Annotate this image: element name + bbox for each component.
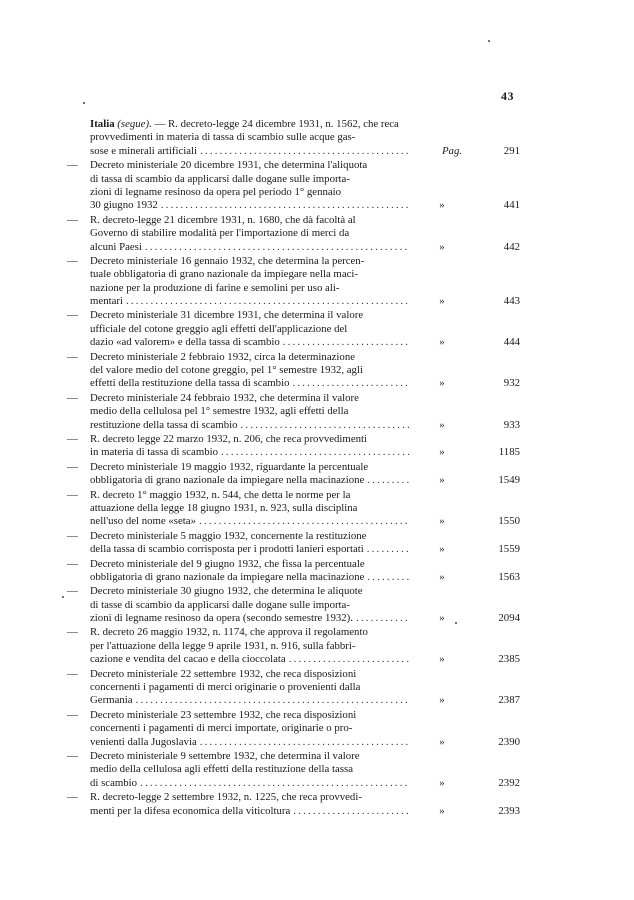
entry-text: Decreto ministeriale 30 giugno 1932, che determina le aliquote — [90, 585, 363, 598]
ditto-mark: » — [439, 418, 445, 431]
page-ref: 932 — [503, 377, 520, 390]
entry-line — [60, 392, 520, 405]
entry-text: della tassa di scambio corrisposta per i prodotti lanieri esportati — [90, 543, 364, 556]
entry-line — [60, 681, 520, 694]
entry-dash: — — [67, 557, 78, 570]
entry-line — [60, 364, 520, 377]
entry-line — [60, 199, 520, 212]
entry-text: zioni di legname resinoso da opera pel periodo 1° gennaio — [90, 185, 342, 198]
entry-dash: — — [67, 585, 78, 598]
entry-text: Decreto ministeriale 20 dicembre 1931, che determina l'aliquota — [90, 159, 368, 172]
entry-line — [60, 709, 520, 722]
dot-leader — [136, 694, 410, 707]
entry-text: concernenti i pagamenti di merci importate, originarie o pro- — [90, 722, 353, 735]
entry-text: obbligatoria di grano nazionale da impiegare nella macinazione — [90, 570, 365, 583]
entry-text: Decreto ministeriale 5 maggio 1932, concernente la restituzione — [90, 529, 367, 542]
ditto-mark: » — [439, 570, 445, 583]
entry-dash: — — [67, 460, 78, 473]
entry-line — [60, 791, 520, 804]
heading-word: Italia — [90, 118, 115, 130]
ditto-mark: » — [439, 336, 445, 349]
page-ref: 1185 — [498, 446, 520, 459]
ditto-mark: » — [439, 612, 445, 625]
entry-line — [60, 543, 520, 556]
index-entry — [60, 558, 520, 585]
entry-dash: — — [67, 749, 78, 762]
entry-text: Governo di stabilire modalità per l'importazione di merci da — [90, 227, 350, 240]
page-ref-label: Pag. — [441, 144, 463, 157]
entry-line — [60, 461, 520, 474]
entry-line — [60, 323, 520, 336]
entry-dash: — — [67, 432, 78, 445]
entry-line — [60, 377, 520, 390]
entry-dash: — — [67, 488, 78, 501]
page-number: 43 — [501, 89, 514, 103]
ditto-mark: » — [439, 804, 445, 817]
page-ref: 2392 — [498, 776, 520, 789]
entry-text: menti per la difesa economica della viticoltura — [90, 804, 291, 817]
index-entry — [60, 530, 520, 557]
index-entry — [60, 255, 520, 309]
entry-line — [60, 145, 520, 158]
entry-text: Decreto ministeriale 31 dicembre 1931, che determina il valore — [90, 309, 364, 322]
entry-text: venienti dalla Jugoslavia — [90, 735, 197, 748]
dot-leader — [241, 419, 410, 432]
ditto-mark: » — [439, 295, 445, 308]
entry-text: cazione e vendita del cacao e della cioccolata — [90, 653, 286, 666]
entry-line — [60, 255, 520, 268]
entry-dash: — — [67, 626, 78, 639]
entry-dash: — — [67, 309, 78, 322]
entry-dash: — — [67, 708, 78, 721]
entry-text: ufficiale del cotone greggio agli effetti dell'applicazione del — [90, 322, 348, 335]
index-list — [60, 118, 520, 818]
entry-text: Decreto ministeriale 19 maggio 1932, riguardante la percentuale — [90, 460, 369, 473]
entry-line — [60, 750, 520, 763]
entry-text: Decreto ministeriale 24 febbraio 1932, che determina il valore — [90, 391, 359, 404]
page-ref: 441 — [503, 199, 520, 212]
entry-line — [60, 214, 520, 227]
entry-line — [60, 612, 520, 625]
entry-text: concernenti i pagamenti di merci originarie o provenienti dalla — [90, 681, 361, 694]
index-entry — [60, 709, 520, 749]
entry-text: obbligatoria di grano nazionale da impiegare nella macinazione — [90, 474, 365, 487]
entry-text: Decreto ministeriale del 9 giugno 1932, che fissa la percentuale — [90, 557, 365, 570]
page-ref: 2393 — [498, 804, 520, 817]
ditto-mark: » — [439, 474, 445, 487]
index-entry — [60, 392, 520, 432]
entry-line — [60, 446, 520, 459]
heading-segue: (segue). — [117, 118, 152, 130]
entry-line — [60, 419, 520, 432]
entry-text: Decreto ministeriale 16 gennaio 1932, che determina la percen- — [90, 254, 365, 267]
index-entry — [60, 214, 520, 254]
entry-text: medio della cellulosa pel 1° semestre 1932, agli effetti della — [90, 405, 349, 418]
index-entry — [60, 668, 520, 708]
index-entry — [60, 351, 520, 391]
page-ref: 2390 — [498, 735, 520, 748]
entry-text: R. decreto-legge 21 dicembre 1931, n. 1680, che dà facoltà al — [90, 213, 356, 226]
ditto-mark: » — [439, 694, 445, 707]
entry-text: per l'attuazione della legge 9 aprile 1931, n. 916, sulla fabbri- — [90, 639, 356, 652]
entry-text: Decreto ministeriale 9 settembre 1932, che determina il valore — [90, 749, 360, 762]
dot-leader — [200, 736, 410, 749]
entry-text: del valore medio del cotone greggio, pel 1° semestre 1932, agli — [90, 364, 363, 377]
ditto-mark: » — [439, 515, 445, 528]
entry-line — [60, 694, 520, 707]
page-ref: 1550 — [498, 515, 520, 528]
entry-line — [60, 668, 520, 681]
entry-dash: — — [67, 254, 78, 267]
paper-speck — [455, 622, 457, 624]
entry-text: restituzione della tassa di scambio — [90, 418, 238, 431]
entry-text: in materia di tassa di scambio — [90, 446, 219, 459]
entry-text: effetti della restituzione della tassa di scambio — [90, 377, 290, 390]
dot-leader — [221, 446, 410, 459]
entry-line — [60, 131, 520, 144]
dot-leader — [200, 145, 410, 158]
index-entry — [60, 585, 520, 625]
dot-leader — [283, 336, 410, 349]
entry-line — [60, 571, 520, 584]
entry-text: alcuni Paesi — [90, 240, 142, 253]
entry-dash: — — [67, 667, 78, 680]
entry-line — [60, 159, 520, 172]
dot-leader — [367, 474, 410, 487]
entry-text: Decreto ministeriale 22 settembre 1932, che reca disposizioni — [90, 667, 357, 680]
entry-dash: — — [67, 791, 78, 804]
entry-line — [60, 295, 520, 308]
index-entry — [60, 791, 520, 818]
entry-line — [60, 763, 520, 776]
entry-text: nell'uso del nome «seta» — [90, 515, 196, 528]
index-entry — [60, 750, 520, 790]
dot-leader — [367, 571, 410, 584]
entry-text: sose e minerali artificiali — [90, 144, 198, 157]
index-entry — [60, 309, 520, 349]
entry-line — [60, 777, 520, 790]
entry-text: attuazione della legge 18 giugno 1931, n. 923, sulla disciplina — [90, 501, 358, 514]
ditto-mark: » — [439, 776, 445, 789]
entry-line — [60, 626, 520, 639]
entry-text: R. decreto-legge 2 settembre 1932, n. 1225, che reca provvedi- — [90, 791, 362, 804]
entry-text: Decreto ministeriale 23 settembre 1932, che reca disposizioni — [90, 708, 357, 721]
index-entry — [60, 461, 520, 488]
entry-line — [60, 351, 520, 364]
page-ref: 2387 — [498, 694, 520, 707]
entry-dash: — — [67, 159, 78, 172]
entry-line — [60, 515, 520, 528]
paper-speck — [488, 40, 490, 42]
entry-text: di tasse di scambio da applicarsi dalle dogane sulle importa- — [90, 598, 350, 611]
dot-leader — [292, 377, 410, 390]
entry-text: dazio «ad valorem» e della tassa di scambio — [90, 336, 280, 349]
page-ref: 2094 — [498, 612, 520, 625]
entry-dash: — — [67, 529, 78, 542]
dot-leader — [126, 295, 410, 308]
entry-text: zioni di legname resinoso da opera (secondo semestre 1932). — [90, 612, 353, 625]
entry-text: Italia (segue). — R. decreto-legge 24 dicembre 1931, n. 1562, che reca — [90, 118, 399, 130]
dot-leader — [289, 653, 410, 666]
page-ref: 443 — [503, 295, 520, 308]
dot-leader — [356, 612, 410, 625]
entry-line — [60, 653, 520, 666]
entry-line — [60, 227, 520, 240]
ditto-mark: » — [439, 543, 445, 556]
entry-text: mentari — [90, 295, 123, 308]
page-ref: 1549 — [498, 474, 520, 487]
index-entry — [60, 626, 520, 666]
page-ref: 1559 — [498, 543, 520, 556]
ditto-mark: » — [439, 446, 445, 459]
ditto-mark: » — [439, 240, 445, 253]
entry-text: R. decreto 1° maggio 1932, n. 544, che detta le norme per la — [90, 488, 351, 501]
ditto-mark: » — [439, 199, 445, 212]
index-entry — [60, 159, 520, 213]
dot-leader — [140, 777, 410, 790]
dot-leader — [145, 241, 410, 254]
dot-leader — [293, 805, 410, 818]
entry-line — [60, 282, 520, 295]
index-entry — [60, 118, 520, 158]
entry-line — [60, 241, 520, 254]
page-ref: 2385 — [498, 653, 520, 666]
entry-text: R. decreto 26 maggio 1932, n. 1174, che approva il regolamento — [90, 626, 368, 639]
entry-dash: — — [67, 350, 78, 363]
entry-text: di tassa di scambio da applicarsi dalle dogane sulle importa- — [90, 172, 350, 185]
entry-line — [60, 405, 520, 418]
page-ref: 442 — [503, 240, 520, 253]
dot-leader — [199, 515, 410, 528]
page-ref: 291 — [503, 144, 520, 157]
entry-line — [60, 268, 520, 281]
entry-line — [60, 599, 520, 612]
ditto-mark: » — [439, 735, 445, 748]
entry-line — [60, 640, 520, 653]
index-entry — [60, 433, 520, 460]
entry-text: Decreto ministeriale 2 febbraio 1932, circa la determinazione — [90, 350, 356, 363]
entry-line — [60, 585, 520, 598]
page-ref: 933 — [503, 418, 520, 431]
entry-line — [60, 736, 520, 749]
entry-line — [60, 433, 520, 446]
entry-text: tuale obbligatoria di grano nazionale da impiegare nella maci- — [90, 268, 359, 281]
ditto-mark: » — [439, 653, 445, 666]
entry-line — [60, 186, 520, 199]
dot-leader — [161, 199, 410, 212]
dot-leader — [367, 543, 410, 556]
entry-line — [60, 530, 520, 543]
paper-speck — [83, 102, 85, 104]
entry-line — [60, 805, 520, 818]
entry-line — [60, 474, 520, 487]
ditto-mark: » — [439, 377, 445, 390]
entry-line — [60, 173, 520, 186]
entry-text: provvedimenti in materia di tassa di scambio sulle acque gas- — [90, 131, 356, 144]
page-ref: 444 — [503, 336, 520, 349]
entry-line — [60, 722, 520, 735]
page-ref: 1563 — [498, 570, 520, 583]
entry-line — [60, 489, 520, 502]
entry-text: R. decreto legge 22 marzo 1932, n. 206, che reca provvedimenti — [90, 432, 368, 445]
entry-text: 30 giugno 1932 — [90, 199, 158, 212]
entry-text: Germania — [90, 694, 133, 707]
entry-line — [60, 558, 520, 571]
entry-line — [60, 118, 520, 131]
entry-text: di scambio — [90, 776, 138, 789]
paper-speck — [62, 596, 64, 598]
entry-dash: — — [67, 213, 78, 226]
entry-text: medio della cellulosa agli effetti della restituzione della tassa — [90, 763, 354, 776]
entry-line — [60, 309, 520, 322]
entry-text: nazione per la produzione di farine e semolini per uso ali- — [90, 281, 340, 294]
index-entry — [60, 489, 520, 529]
entry-line — [60, 336, 520, 349]
entry-line — [60, 502, 520, 515]
entry-dash: — — [67, 391, 78, 404]
